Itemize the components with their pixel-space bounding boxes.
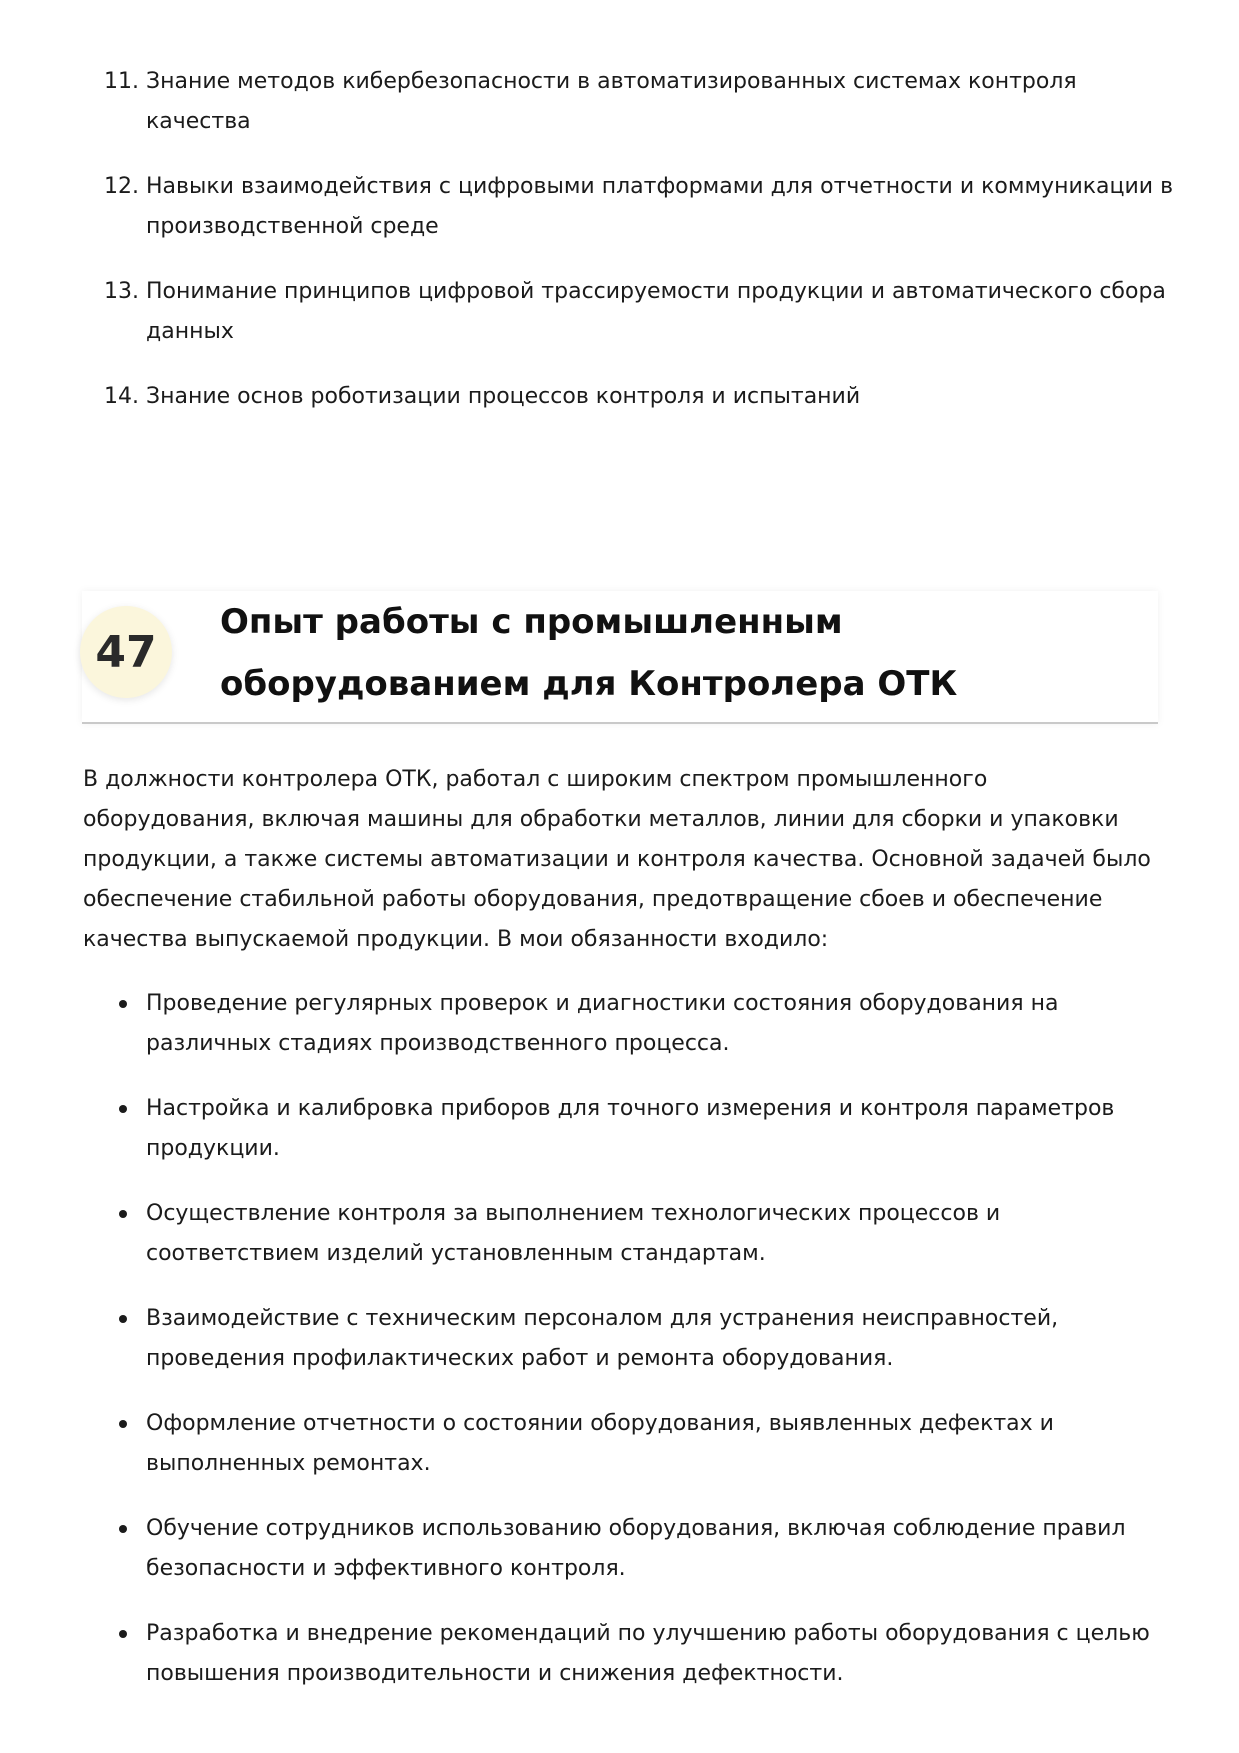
list-item-text: Навыки взаимодействия с цифровыми платформами для отчетности и коммуникации в производственной среде	[146, 174, 1174, 239]
list-number: 14.	[104, 384, 139, 409]
list-number: 13.	[104, 279, 139, 304]
bullet-dot-icon	[119, 1630, 127, 1638]
bullet-dot-icon	[119, 1420, 127, 1428]
bullet-item	[117, 1404, 1177, 1484]
bullet-item	[117, 984, 1177, 1064]
list-item	[104, 377, 1184, 417]
bullet-item-text: Осуществление контроля за выполнением технологических процессов и соответствием изделий установленным стандартам.	[146, 1201, 1001, 1266]
bullet-item-text: Взаимодействие с техническим персоналом для устранения неисправностей, проведения профилактических работ и ремонта оборудования.	[146, 1306, 1059, 1371]
list-item-text: Понимание принципов цифровой трассируемости продукции и автоматического сбора данных	[146, 279, 1166, 344]
list-number: 12.	[104, 174, 139, 199]
bullet-item	[117, 1194, 1177, 1274]
bullet-item	[117, 1299, 1177, 1379]
numbered-list	[104, 62, 1184, 442]
bullet-item	[117, 1509, 1177, 1589]
list-item-text: Знание основ роботизации процессов контроля и испытаний	[146, 384, 861, 409]
bullet-item-text: Оформление отчетности о состоянии оборудования, выявленных дефектах и выполненных ремонтах.	[146, 1411, 1054, 1476]
bullet-item-text: Обучение сотрудников использованию оборудования, включая соблюдение правил безопасности и эффективного контроля.	[146, 1516, 1126, 1581]
bullet-item	[117, 1614, 1177, 1694]
section-number-badge: 47	[80, 606, 172, 698]
bullet-item-text: Проведение регулярных проверок и диагностики состояния оборудования на различных стадиях производственного процесса.	[146, 991, 1059, 1056]
list-item-text: Знание методов кибербезопасности в автоматизированных системах контроля качества	[146, 69, 1077, 134]
bullet-dot-icon	[119, 1315, 127, 1323]
bullet-dot-icon	[119, 1105, 127, 1113]
section-header	[82, 591, 1158, 724]
bullet-item-text: Настройка и калибровка приборов для точного измерения и контроля параметров продукции.	[146, 1096, 1115, 1161]
section-title: Опыт работы с промышленным оборудованием для Контролера ОТК	[220, 602, 958, 704]
bullet-list	[117, 984, 1177, 1719]
list-item	[104, 62, 1184, 142]
list-item	[104, 272, 1184, 352]
bullet-item-text: Разработка и внедрение рекомендаций по улучшению работы оборудования с целью повышения производительности и снижения дефектности.	[146, 1621, 1150, 1686]
section-intro-paragraph: В должности контролера ОТК, работал с широким спектром промышленного оборудования, включая машины для обработки металлов, линии для сборки и упаковки продукции, а также системы автоматизации и контроля качества. Основной задачей было обеспечение стабильной работы оборудования, предотвращение сбоев и обеспечение качества выпускаемой продукции. В мои обязанности входило:	[83, 767, 1151, 952]
list-item	[104, 167, 1184, 247]
list-number: 11.	[104, 69, 139, 94]
bullet-dot-icon	[119, 1525, 127, 1533]
bullet-item	[117, 1089, 1177, 1169]
bullet-dot-icon	[119, 1210, 127, 1218]
bullet-dot-icon	[119, 1000, 127, 1008]
